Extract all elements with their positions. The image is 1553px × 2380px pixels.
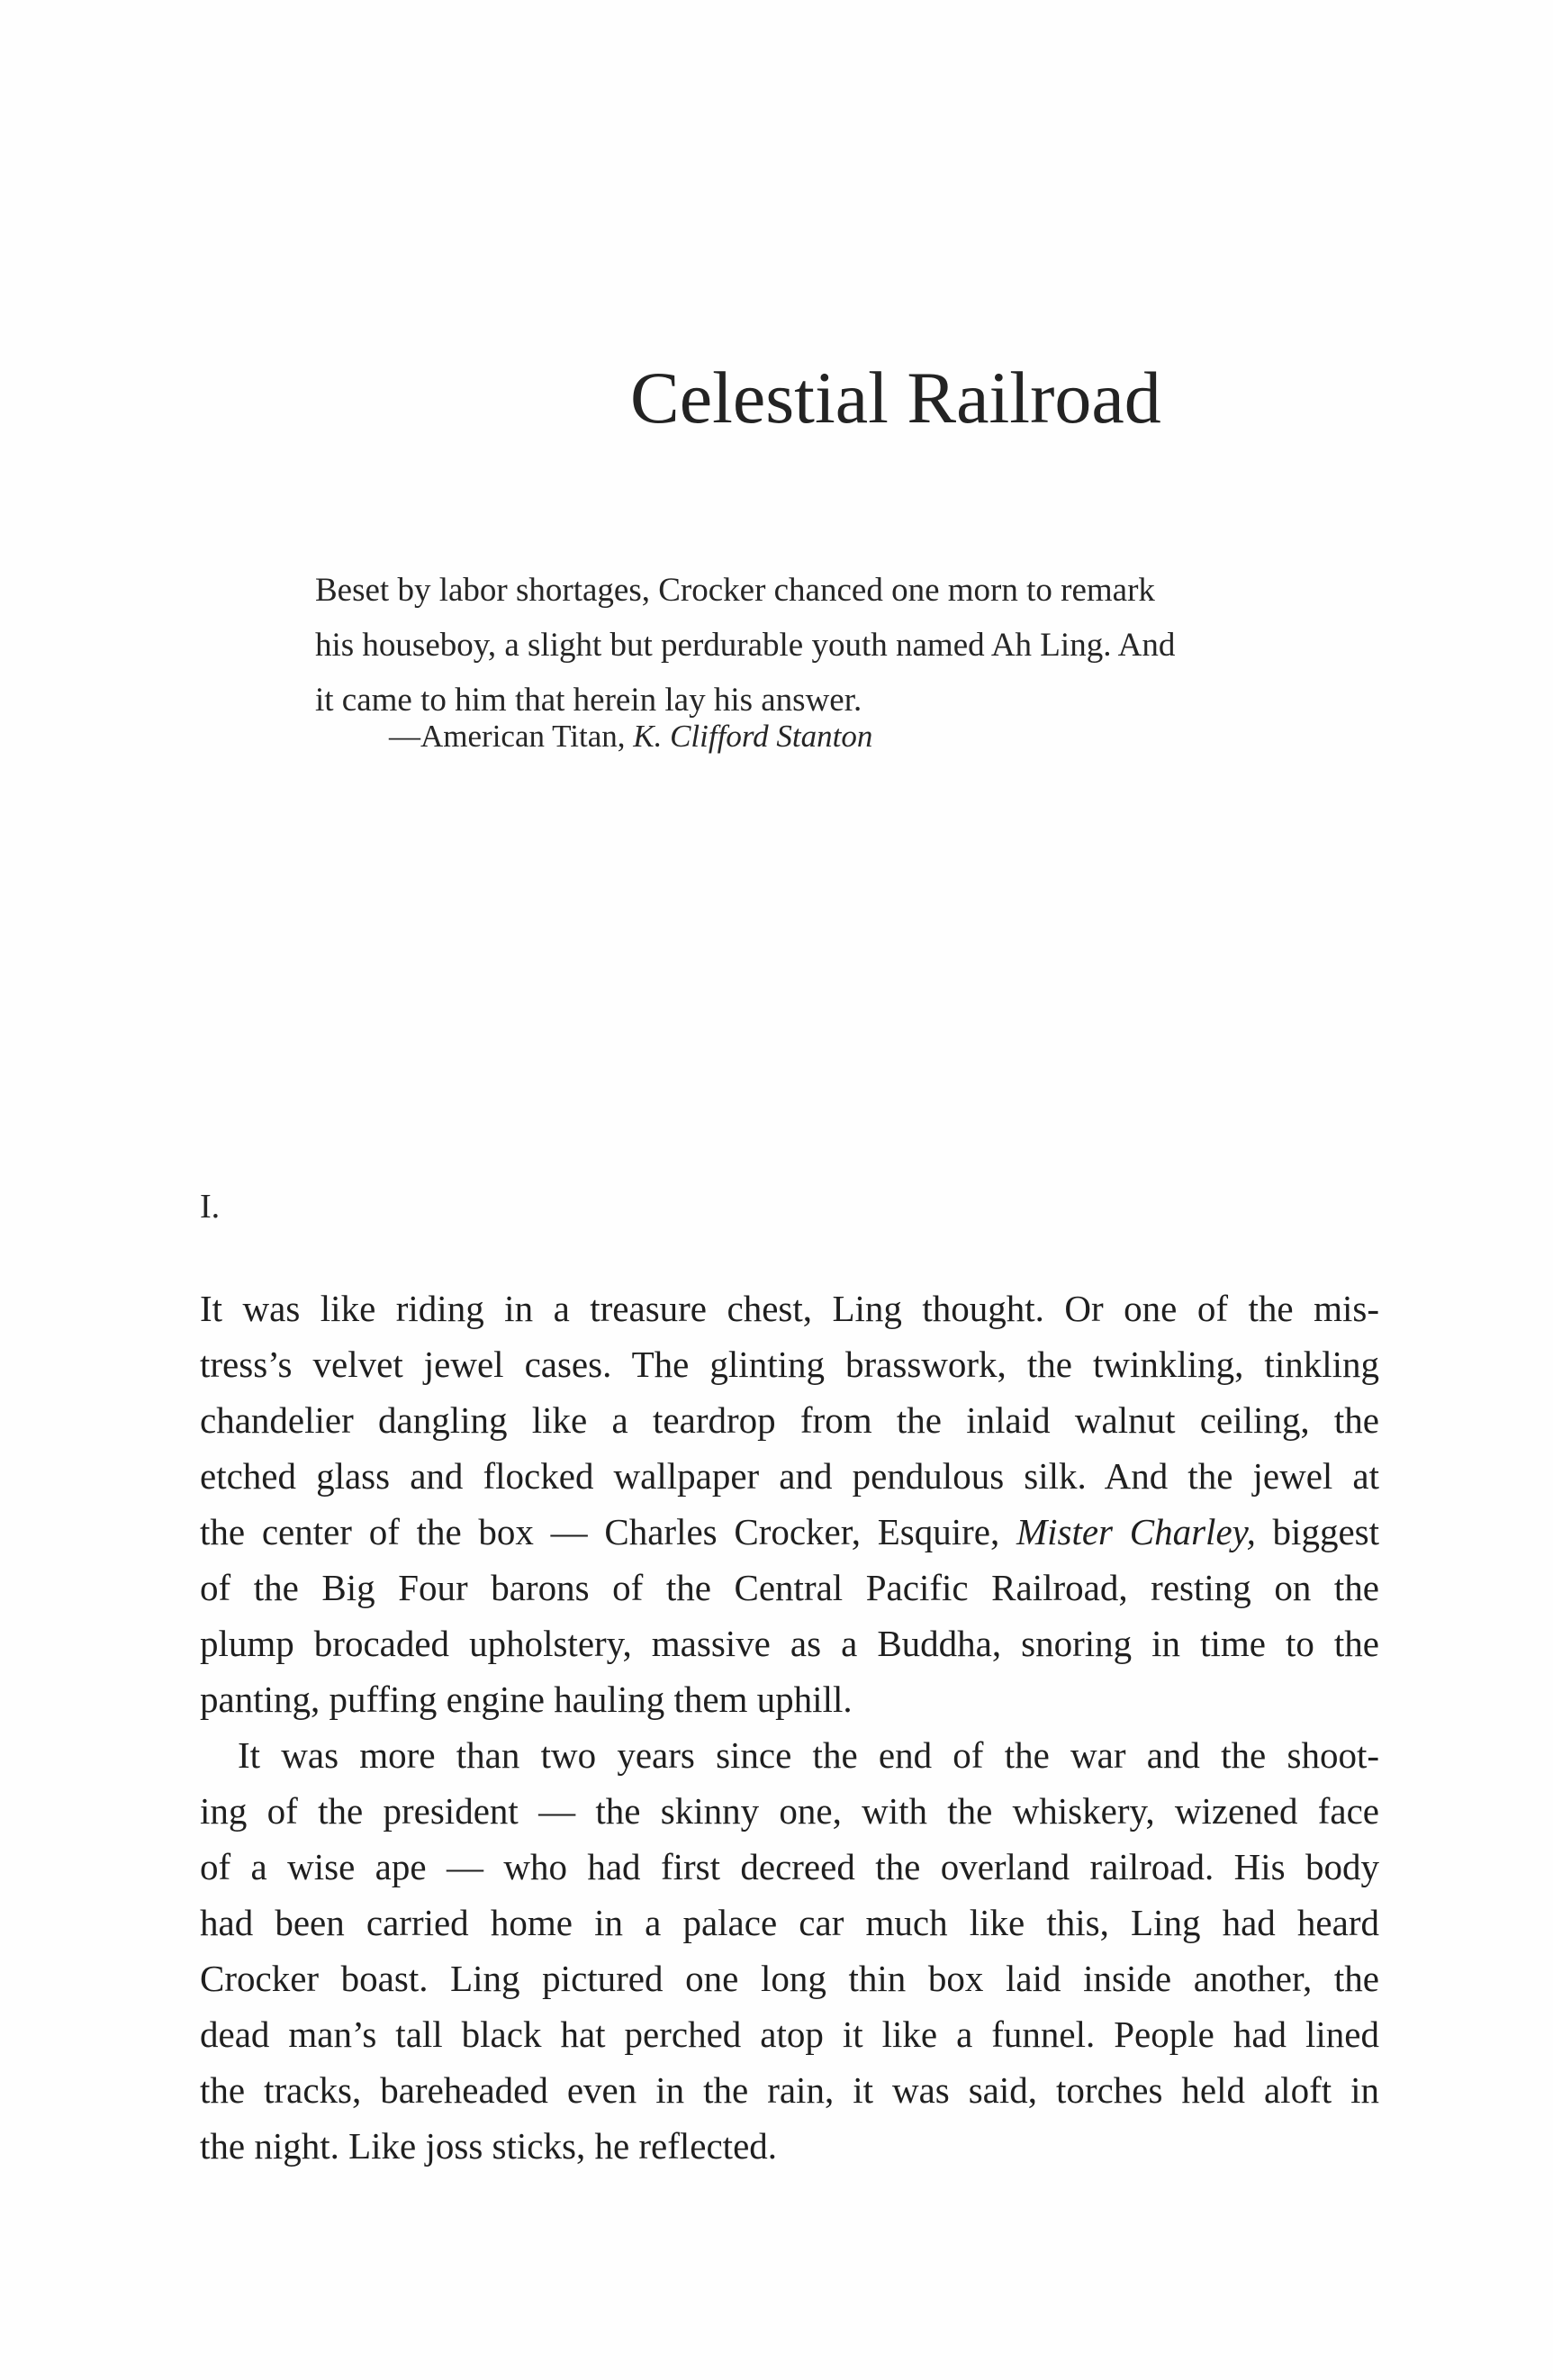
italic-text: Mister Charley, [1016, 1511, 1256, 1552]
text-line: of a wise ape — who had first decreed the overland railroad. His body [200, 1846, 1379, 1887]
text-line: the tracks, bareheaded even in the rain, it was said, torches held aloft in [200, 2069, 1379, 2111]
text-line: tress’s velvet jewel cases. The glinting brasswork, the twinkling, tinkling [200, 1344, 1379, 1385]
text-line: etched glass and flocked wallpaper and pendulous silk. And the jewel at [200, 1455, 1379, 1497]
chapter-title: Celestial Railroad [630, 357, 1161, 439]
text-line: plump brocaded upholstery, massive as a Buddha, snoring in time to the [200, 1623, 1379, 1664]
attribution-author: K. Clifford Stanton [633, 719, 873, 754]
body-text [200, 1280, 1379, 2174]
text-line: had been carried home in a palace car much like this, Ling had heard [200, 1902, 1379, 1943]
paragraph-1 [200, 1280, 1379, 1727]
text-line: of the Big Four barons of the Central Pacific Railroad, resting on the [200, 1567, 1379, 1608]
text-line: It was like riding in a treasure chest, Ling thought. Or one of the mis- [200, 1288, 1379, 1329]
epigraph-line: his houseboy, a slight but perdurable youth named Ah Ling. And [315, 627, 1176, 664]
epigraph [315, 563, 1350, 728]
text-line: It was more than two years since the end of the war and the shoot- [238, 1734, 1379, 1776]
text-line: chandelier dangling like a teardrop from the inlaid walnut ceiling, the [200, 1399, 1379, 1441]
epigraph-line: it came to him that herein lay his answer. [315, 682, 862, 719]
text-line: the night. Like joss sticks, he reflected. [200, 2125, 778, 2167]
text-line: Crocker boast. Ling pictured one long thin box laid inside another, the [200, 1958, 1379, 1999]
text-line: panting, puffing engine hauling them uphill. [200, 1679, 853, 1720]
text-segment: the center of the box — Charles Crocker, Esquire, [200, 1511, 1016, 1552]
epigraph-line: Beset by labor shortages, Crocker chanced one morn to remark [315, 572, 1155, 609]
attribution-source: —American Titan, [389, 719, 634, 754]
text-line: ing of the president — the skinny one, with the whiskery, wizened face [200, 1790, 1379, 1832]
epigraph-attribution [389, 719, 872, 755]
section-number: I. [200, 1188, 221, 1226]
text-segment: biggest [1255, 1511, 1379, 1552]
paragraph-2 [200, 1727, 1379, 2174]
text-line: dead man’s tall black hat perched atop it like a funnel. People had lined [200, 2013, 1379, 2055]
text-line [200, 1504, 1379, 1560]
